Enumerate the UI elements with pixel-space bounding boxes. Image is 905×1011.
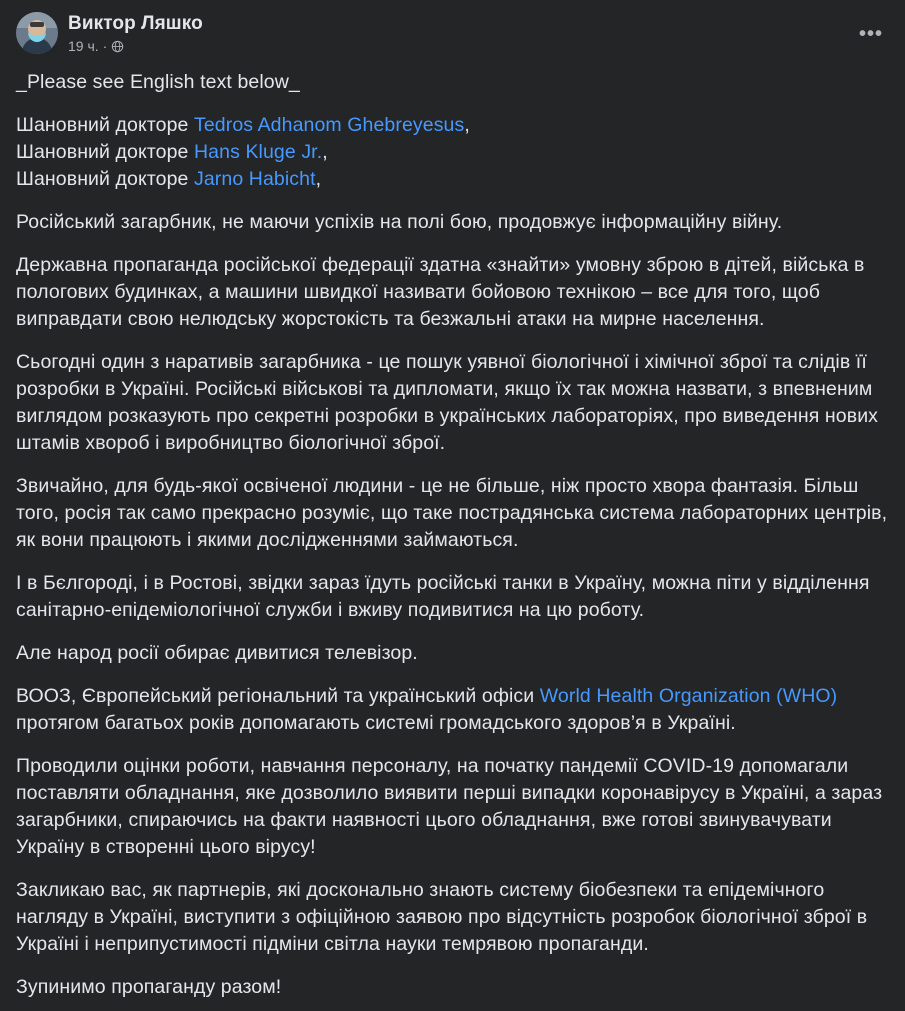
greeting-line: [16, 112, 889, 139]
greeting-suffix: ,: [315, 168, 322, 190]
greeting-link-kluge[interactable]: Hans Kluge Jr.: [194, 141, 323, 163]
post-paragraph: Закликаю вас, як партнерів, які досконально знають систему біобезпеки та епідемічного нагляду в Україні, виступити з офіційною заявою про відсутність розробок біологічної зброї в Україні і неприпустимості підміни світла науки темрявою пропаганди.: [16, 879, 868, 955]
greeting-block: [16, 112, 889, 193]
who-link[interactable]: World Health Organization (WHO): [539, 685, 838, 707]
post-timestamp[interactable]: 19 ч.: [68, 38, 99, 54]
post-paragraph-who: [16, 683, 889, 737]
post-paragraph: Але народ росії обирає дивитися телевізор.: [16, 642, 418, 664]
meta-separator: ·: [102, 38, 108, 54]
greeting-link-tedros[interactable]: Tedros Adhanom Ghebreyesus: [194, 114, 465, 136]
greeting-suffix: ,: [322, 141, 328, 163]
post-header: [16, 12, 889, 55]
post-paragraph: Звичайно, для будь-якої освіченої людини - це не більше, ніж просто хвора фантазія. Більш того, росія так само прекрасно розуміє, що таке пострадянська система лабораторних центрів, як вони працюють і якими дослідженнями займаються.: [16, 475, 888, 551]
avatar[interactable]: [16, 12, 58, 54]
post-paragraph: Державна пропаганда російської федерації здатна «знайти» умовну зброю в дітей, війська в пологових будинках, а машини швидкої називати бойовою технікою – все для того, щоб виправдати свою нелюдську жорстокість та безжальні атаки на мирне населення.: [16, 254, 865, 330]
greeting-link-habicht[interactable]: Jarno Habicht: [194, 168, 316, 190]
greeting-suffix: ,: [464, 114, 470, 136]
post-paragraph-closing: Зупинимо пропаганду разом!: [16, 976, 282, 998]
post-body: [16, 69, 889, 1001]
post-paragraph: І в Бєлгороді, і в Ростові, звідки зараз їдуть російські танки в Україну, можна піти у відділення санітарно-епідеміологічної служби і вживу подивитися на цю роботу.: [16, 572, 870, 621]
who-text-after: протягом багатьох років допомагають системі громадського здоров’я в Україні.: [16, 712, 736, 734]
greeting-prefix: Шановний докторе: [16, 114, 194, 136]
post-intro: _Please see English text below_: [16, 71, 300, 93]
author-block: [68, 12, 203, 55]
post-meta: [68, 37, 203, 55]
greeting-prefix: Шановний докторе: [16, 168, 194, 190]
greeting-prefix: Шановний докторе: [16, 141, 194, 163]
greeting-line: [16, 139, 889, 166]
post-options-button[interactable]: [853, 16, 889, 52]
post-paragraph: Сьогодні один з наративів загарбника - це пошук уявної біологічної і хімічної зброї та слідів її розробки в Україні. Російські військові та дипломати, якщо їх так можна назвати, з впевненим виглядом розказують про секретні розробки в українських лабораторіях, про виведення нових штамів хвороб і виробництво біологічної зброї.: [16, 351, 879, 454]
globe-icon[interactable]: [111, 40, 124, 53]
greeting-line: [16, 166, 889, 193]
post-paragraph: Проводили оцінки роботи, навчання персоналу, на початку пандемії COVID-19 допомагали поставляти обладнання, яке дозволило виявити перші випадки коронавірусу в Україні, а зараз загарбники, спираючись на факти наявності цього обладнання, вже готові звинувачувати Україну в створенні цього вірусу!: [16, 755, 883, 858]
post-paragraph: Російський загарбник, не маючи успіхів на полі бою, продовжує інформаційну війну.: [16, 211, 783, 233]
author-name[interactable]: Виктор Ляшко: [68, 13, 203, 34]
who-text-before: ВООЗ, Європейський регіональний та український офіси: [16, 685, 540, 707]
more-options-icon: •••: [858, 23, 883, 45]
